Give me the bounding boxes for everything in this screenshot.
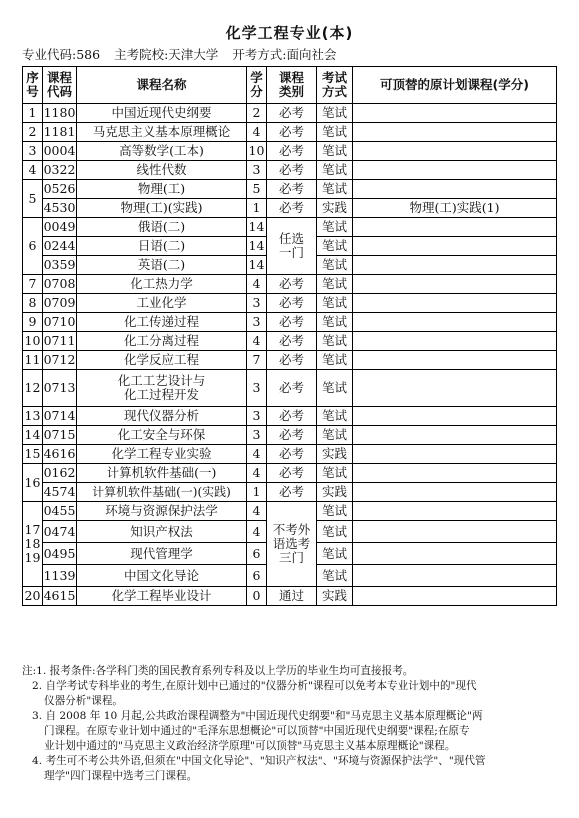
table-row <box>23 332 557 351</box>
table-row <box>23 445 557 464</box>
cell-type: 必考 <box>267 426 317 445</box>
cell-exam: 笔试 <box>317 370 353 407</box>
cell-exam: 笔试 <box>317 464 353 483</box>
note-3-cont2: 业计划中通过的"马克思主义政治经济学原理"可以顶替"马克思主义基本原理概论"课程。 <box>44 740 456 752</box>
cell-credit: 10 <box>247 142 267 161</box>
notes-section <box>22 664 562 784</box>
cell-credit: 6 <box>247 565 267 587</box>
cell-seq: 2 <box>23 123 43 142</box>
cell-type: 必考 <box>267 483 317 502</box>
cell-exam: 笔试 <box>317 161 353 180</box>
cell-code: 0322 <box>43 161 77 180</box>
cell-name: 英语(二) <box>77 256 247 275</box>
cell-name: 高等数学(工本) <box>77 142 247 161</box>
cell-credit: 3 <box>247 407 267 426</box>
cell-credit: 14 <box>247 237 267 256</box>
cell-name: 日语(二) <box>77 237 247 256</box>
cell-credit: 6 <box>247 543 267 565</box>
cell-code: 0710 <box>43 313 77 332</box>
cell-code: 4616 <box>43 445 77 464</box>
cell-credit: 3 <box>247 294 267 313</box>
cell-replace <box>353 445 557 464</box>
cell-seq: 13 <box>23 407 43 426</box>
table-row <box>23 351 557 370</box>
cell-name: 化工热力学 <box>77 275 247 294</box>
note-4: 4. 考生可不考公共外语,但须在"中国文化导论"、"知识产权法"、"环境与资源保护法学"、"现代管 <box>32 755 486 767</box>
cell-code: 0713 <box>43 370 77 407</box>
note-3-cont: 门课程。在原专业计划中通过的"毛泽东思想概论"可以顶替"中国近现代史纲要"课程;在原专 <box>44 725 470 737</box>
cell-seq: 4 <box>23 161 43 180</box>
cell-exam: 笔试 <box>317 294 353 313</box>
course-table <box>22 66 557 606</box>
cell-exam: 笔试 <box>317 256 353 275</box>
cell-replace <box>353 104 557 123</box>
table-header-row <box>23 67 557 104</box>
cell-credit: 4 <box>247 123 267 142</box>
cell-code: 1139 <box>43 565 77 587</box>
cell-name: 化工分离过程 <box>77 332 247 351</box>
cell-name: 化学工程毕业设计 <box>77 587 247 606</box>
cell-seq: 9 <box>23 313 43 332</box>
table-row <box>23 123 557 142</box>
header-name: 课程名称 <box>77 67 247 104</box>
cell-code: 0495 <box>43 543 77 565</box>
table-row <box>23 426 557 445</box>
cell-replace <box>353 256 557 275</box>
cell-credit: 1 <box>247 199 267 218</box>
cell-replace <box>353 370 557 407</box>
cell-seq: 6 <box>23 218 43 275</box>
cell-credit: 4 <box>247 275 267 294</box>
cell-replace <box>353 351 557 370</box>
cell-type: 通过 <box>267 587 317 606</box>
table-row <box>23 180 557 199</box>
table-row <box>23 464 557 483</box>
cell-seq: 12 <box>23 370 43 407</box>
cell-replace <box>353 161 557 180</box>
cell-code: 0162 <box>43 464 77 483</box>
cell-replace <box>353 587 557 606</box>
table-row <box>23 275 557 294</box>
major-code: 专业代码:586 <box>22 47 101 62</box>
cell-seq: 20 <box>23 587 43 606</box>
cell-exam: 笔试 <box>317 180 353 199</box>
cell-name: 环境与资源保护法学 <box>77 502 247 521</box>
cell-name: 化工安全与环保 <box>77 426 247 445</box>
cell-seq-group: 17 18 19 <box>23 502 43 587</box>
cell-credit: 1 <box>247 483 267 502</box>
header-replace: 可顶替的原计划课程(学分) <box>353 67 557 104</box>
cell-type: 必考 <box>267 407 317 426</box>
exam-school: 主考院校:天津大学 <box>114 47 219 62</box>
cell-seq: 8 <box>23 294 43 313</box>
page-title: 化学工程专业(本) <box>225 24 354 42</box>
note-2-cont: 仪器分析"课程。 <box>44 695 124 707</box>
cell-credit: 14 <box>247 256 267 275</box>
cell-code: 1181 <box>43 123 77 142</box>
cell-credit: 3 <box>247 426 267 445</box>
cell-exam: 笔试 <box>317 543 353 565</box>
table-row <box>23 161 557 180</box>
cell-replace <box>353 275 557 294</box>
note-2: 2. 自学考试专科毕业的考生,在原计划中已通过的"仪器分析"课程可以免考本专业计划中的"现代 <box>32 680 477 692</box>
cell-exam: 笔试 <box>317 521 353 543</box>
cell-name: 化学反应工程 <box>77 351 247 370</box>
cell-replace <box>353 426 557 445</box>
cell-type: 必考 <box>267 161 317 180</box>
header-exam: 考试方式 <box>317 67 353 104</box>
cell-type: 必考 <box>267 180 317 199</box>
cell-exam: 笔试 <box>317 407 353 426</box>
cell-credit: 4 <box>247 464 267 483</box>
cell-seq: 7 <box>23 275 43 294</box>
cell-code: 0244 <box>43 237 77 256</box>
cell-code: 0709 <box>43 294 77 313</box>
cell-credit: 2 <box>247 104 267 123</box>
cell-type: 必考 <box>267 464 317 483</box>
cell-exam: 实践 <box>317 587 353 606</box>
cell-credit: 14 <box>247 218 267 237</box>
table-row <box>23 587 557 606</box>
cell-seq: 3 <box>23 142 43 161</box>
cell-type-group: 不考外 语选考 三门 <box>267 502 317 587</box>
cell-name: 化工工艺设计与 化工过程开发 <box>77 370 247 407</box>
header-type: 课程类别 <box>267 67 317 104</box>
table-row <box>23 370 557 407</box>
table-row <box>23 407 557 426</box>
cell-seq: 16 <box>23 464 43 502</box>
cell-exam: 笔试 <box>317 565 353 587</box>
cell-code: 0715 <box>43 426 77 445</box>
cell-name: 现代管理学 <box>77 543 247 565</box>
cell-exam: 笔试 <box>317 123 353 142</box>
exam-mode: 开考方式:面向社会 <box>232 47 337 62</box>
cell-exam: 笔试 <box>317 142 353 161</box>
cell-replace <box>353 407 557 426</box>
cell-name: 线性代数 <box>77 161 247 180</box>
cell-code: 0708 <box>43 275 77 294</box>
cell-name: 俄语(二) <box>77 218 247 237</box>
cell-replace <box>353 543 557 565</box>
cell-replace <box>353 237 557 256</box>
table-row <box>23 218 557 237</box>
note-1: 注:1. 报考条件:各学科门类的国民教育系列专科及以上学历的毕业生均可直接报考。 <box>22 665 414 677</box>
table-row <box>23 104 557 123</box>
cell-name: 计算机软件基础(一)(实践) <box>77 483 247 502</box>
cell-type: 必考 <box>267 370 317 407</box>
cell-replace: 物理(工)实践(1) <box>353 199 557 218</box>
cell-name: 工业化学 <box>77 294 247 313</box>
cell-name: 现代仪器分析 <box>77 407 247 426</box>
table-row <box>23 142 557 161</box>
cell-type: 必考 <box>267 275 317 294</box>
cell-exam: 笔试 <box>317 313 353 332</box>
cell-type: 必考 <box>267 313 317 332</box>
cell-credit: 3 <box>247 161 267 180</box>
header-seq: 序号 <box>23 67 43 104</box>
table-row <box>23 313 557 332</box>
cell-exam: 笔试 <box>317 275 353 294</box>
cell-code: 4530 <box>43 199 77 218</box>
cell-exam: 实践 <box>317 445 353 464</box>
program-meta <box>22 45 346 63</box>
cell-exam: 笔试 <box>317 332 353 351</box>
cell-type: 必考 <box>267 104 317 123</box>
cell-credit: 4 <box>247 502 267 521</box>
cell-name: 计算机软件基础(一) <box>77 464 247 483</box>
note-4-cont: 理学"四门课程中选考三门课程。 <box>44 770 198 782</box>
cell-code: 0004 <box>43 142 77 161</box>
cell-name: 化工传递过程 <box>77 313 247 332</box>
cell-replace <box>353 123 557 142</box>
table-row <box>23 483 557 502</box>
cell-credit: 5 <box>247 180 267 199</box>
cell-exam: 笔试 <box>317 351 353 370</box>
cell-code: 0455 <box>43 502 77 521</box>
cell-replace <box>353 464 557 483</box>
cell-credit: 0 <box>247 587 267 606</box>
cell-code: 0359 <box>43 256 77 275</box>
cell-replace <box>353 332 557 351</box>
cell-name: 中国近现代史纲要 <box>77 104 247 123</box>
cell-name: 化学工程专业实验 <box>77 445 247 464</box>
cell-code: 0714 <box>43 407 77 426</box>
cell-seq: 15 <box>23 445 43 464</box>
note-3: 3. 自 2008 年 10 月起,公共政治课程调整为"中国近现代史纲要"和"马克思主义基本原理概论"两 <box>32 710 483 722</box>
cell-exam: 实践 <box>317 483 353 502</box>
cell-exam: 笔试 <box>317 104 353 123</box>
cell-replace <box>353 521 557 543</box>
cell-credit: 4 <box>247 332 267 351</box>
cell-seq: 1 <box>23 104 43 123</box>
cell-credit: 7 <box>247 351 267 370</box>
cell-type: 必考 <box>267 332 317 351</box>
cell-type: 必考 <box>267 294 317 313</box>
cell-replace <box>353 142 557 161</box>
table-row <box>23 502 557 521</box>
cell-type: 必考 <box>267 142 317 161</box>
cell-code: 0474 <box>43 521 77 543</box>
cell-replace <box>353 502 557 521</box>
cell-seq: 11 <box>23 351 43 370</box>
cell-code: 0711 <box>43 332 77 351</box>
cell-type: 必考 <box>267 123 317 142</box>
cell-credit: 4 <box>247 521 267 543</box>
cell-seq: 10 <box>23 332 43 351</box>
cell-replace <box>353 483 557 502</box>
cell-credit: 4 <box>247 445 267 464</box>
cell-exam: 笔试 <box>317 426 353 445</box>
cell-code: 1180 <box>43 104 77 123</box>
cell-name: 知识产权法 <box>77 521 247 543</box>
cell-code: 0526 <box>43 180 77 199</box>
cell-name: 中国文化导论 <box>77 565 247 587</box>
cell-exam: 笔试 <box>317 218 353 237</box>
cell-exam: 笔试 <box>317 237 353 256</box>
cell-type: 必考 <box>267 199 317 218</box>
table-row <box>23 294 557 313</box>
cell-credit: 3 <box>247 313 267 332</box>
cell-code: 0712 <box>43 351 77 370</box>
cell-exam: 笔试 <box>317 502 353 521</box>
cell-name: 物理(工) <box>77 180 247 199</box>
cell-type: 必考 <box>267 351 317 370</box>
cell-name: 物理(工)(实践) <box>77 199 247 218</box>
cell-name: 马克思主义基本原理概论 <box>77 123 247 142</box>
header-code: 课程代码 <box>43 67 77 104</box>
cell-replace <box>353 565 557 587</box>
cell-replace <box>353 294 557 313</box>
cell-replace <box>353 313 557 332</box>
cell-seq: 5 <box>23 180 43 218</box>
cell-credit: 3 <box>247 370 267 407</box>
header-credit: 学分 <box>247 67 267 104</box>
cell-code: 4574 <box>43 483 77 502</box>
cell-replace <box>353 180 557 199</box>
cell-replace <box>353 218 557 237</box>
cell-exam: 实践 <box>317 199 353 218</box>
cell-code: 4615 <box>43 587 77 606</box>
cell-type: 必考 <box>267 445 317 464</box>
cell-type-group: 任选 一门 <box>267 218 317 275</box>
cell-seq: 14 <box>23 426 43 445</box>
cell-code: 0049 <box>43 218 77 237</box>
table-row <box>23 199 557 218</box>
